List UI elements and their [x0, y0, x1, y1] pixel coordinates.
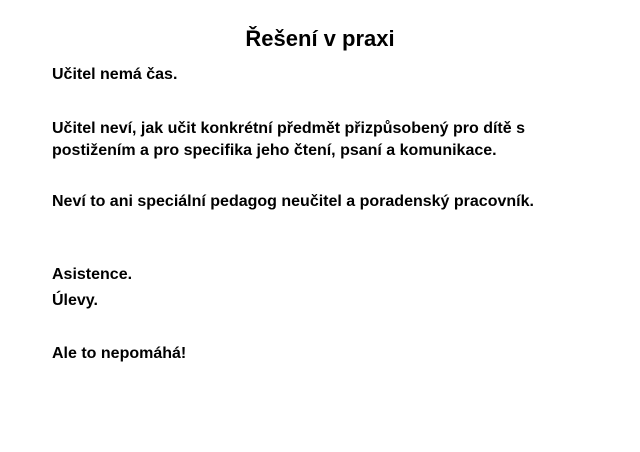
paragraph-no-time: Učitel nemá čas.: [52, 66, 178, 83]
paragraph-special-educator: Neví to ani speciální pedagog neučitel a poradenský pracovník.: [52, 193, 534, 210]
slide-title: Řešení v praxi: [245, 26, 395, 51]
paragraph-assistance: Asistence.: [52, 266, 133, 283]
paragraph-relief: Úlevy.: [52, 292, 98, 309]
paragraph-not-helping: Ale to nepomáhá!: [52, 345, 187, 362]
paragraph-teaching-method: Učitel neví, jak učit konkrétní předmět přizpůsobený pro dítě s postižením a pro specifika jeho čtení, psaní a komunikace.: [52, 120, 525, 159]
